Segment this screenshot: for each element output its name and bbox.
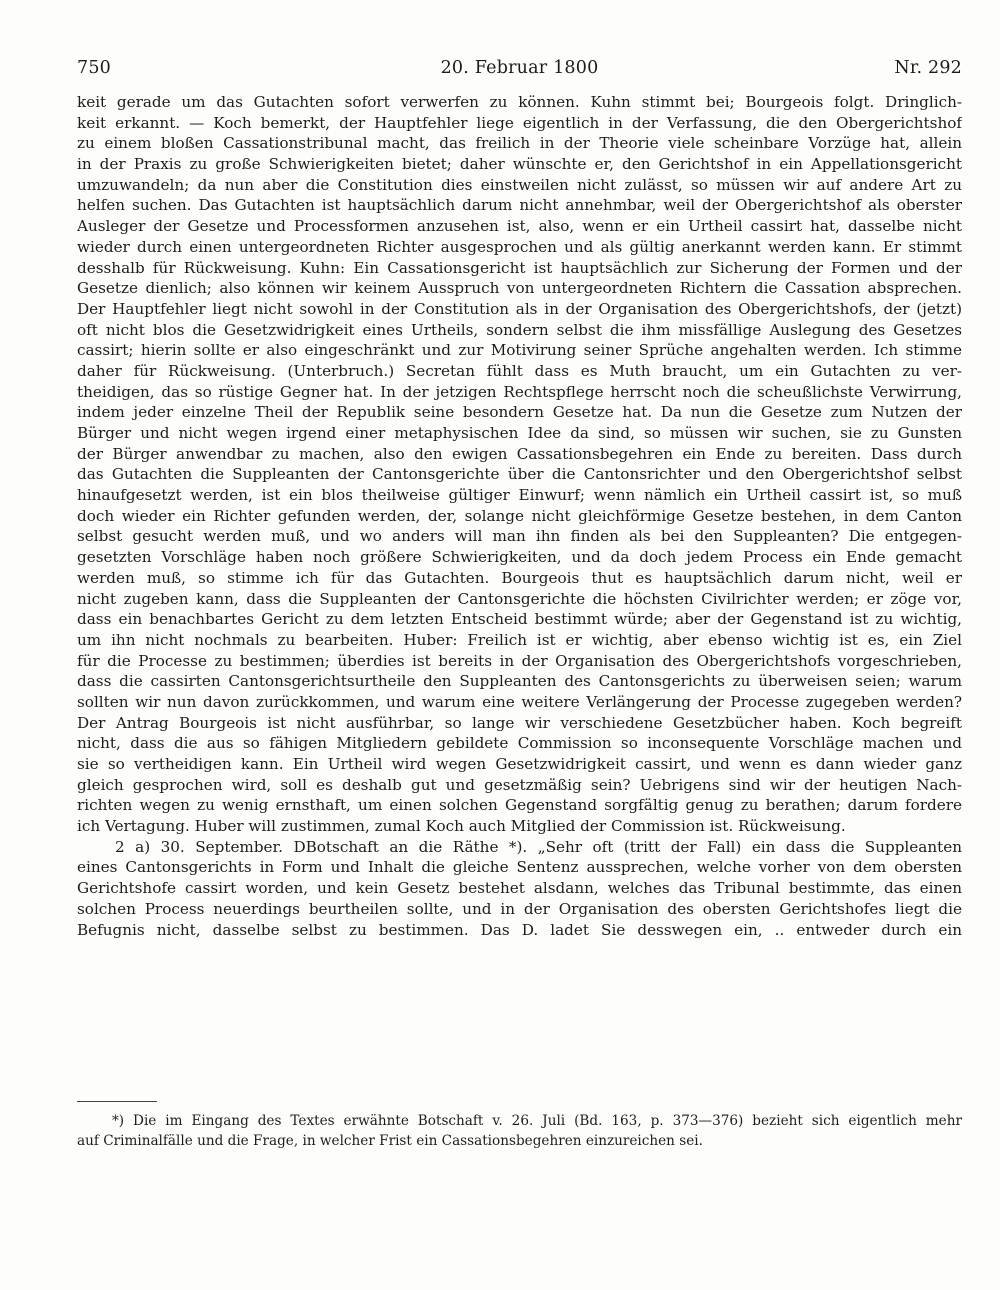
page-header	[77, 58, 962, 82]
text-line: oft nicht blos die Gesetzwidrigkeit eines Urtheils, sondern selbst die ihm missfällige Auslegung des Gesetzes	[77, 320, 962, 339]
footnote-line: auf Criminalfälle und die Frage, in welcher Frist ein Cassationsbegehren einzureichen sei.	[77, 1133, 703, 1149]
text-line: Gerichtshofe cassirt worden, und kein Gesetz bestehet alsdann, welches das Tribunal bestimmte, das einen	[77, 879, 962, 898]
text-line: umzuwandeln; da nun aber die Constitution dies einstweilen nicht zulässt, so müssen wir auf andere Art zu	[77, 175, 962, 194]
page-number: 750	[77, 58, 112, 78]
text-line: keit erkannt. — Koch bemerkt, der Hauptfehler liege eigentlich in der Verfassung, die den Obergerichtshof	[77, 113, 962, 132]
text-line: nicht, dass die aus so fähigen Mitgliedern gebildete Commission so inconsequente Vorschläge machen und	[77, 734, 962, 753]
text-line: ich Vertagung. Huber will zustimmen, zumal Koch auch Mitglied der Commission ist. Rückweisung.	[77, 817, 846, 836]
text-line: indem jeder einzelne Theil der Republik seine besondern Gesetze hat. Da nun die Gesetze zum Nutzen der	[77, 403, 962, 422]
text-line: Der Antrag Bourgeois ist nicht ausführbar, so lange wir verschiedene Gesetzbücher haben. Koch begreift	[77, 713, 962, 732]
text-line: wieder durch einen untergeordneten Richter ausgesprochen und als gültig anerkannt werden kann. Er stimmt	[77, 237, 962, 256]
text-line: doch wieder ein Richter gefunden werden, der, solange nicht gleichförmige Gesetze bestehen, in dem Canton	[77, 506, 962, 525]
text-line: um ihn nicht nochmals zu bearbeiten. Huber: Freilich ist er wichtig, aber ebenso wichtig ist es, ein Ziel	[77, 630, 962, 649]
text-line: helfen suchen. Das Gutachten ist hauptsächlich darum nicht annehmbar, weil der Obergerichtshof als oberster	[77, 196, 962, 215]
text-line: dass ein benachbartes Gericht zu dem letzten Entscheid bestimmt würde; aber der Gegenstand ist zu wichtig,	[77, 610, 962, 629]
footnotes	[77, 1111, 962, 1151]
text-line: Befugnis nicht, dasselbe selbst zu bestimmen. Das D. ladet Sie desswegen ein, .. entweder durch ein	[77, 920, 962, 939]
text-line: zu einem bloßen Cassationstribunal macht, das freilich in der Theorie viele scheinbare Vorzüge hat, allein	[77, 134, 962, 153]
text-line: der Bürger anwendbar zu machen, also den ewigen Cassationsbegehren ein Ende zu bereiten. Dass durch	[77, 444, 962, 463]
text-line: das Gutachten die Suppleanten der Cantonsgerichte über die Cantonsrichter und den Obergerichtshof selbst	[77, 465, 962, 484]
text-line: Bürger und nicht wegen irgend einer metaphysischen Idee da sind, so müssen wir suchen, sie zu Gunsten	[77, 424, 962, 442]
text-line: sie so vertheidigen kann. Ein Urtheil wird wegen Gesetzwidrigkeit cassirt, und wenn es dann wieder ganz	[77, 755, 962, 773]
text-line: werden muß, so stimme ich für das Gutachten. Bourgeois thut es hauptsächlich darum nicht, weil er	[77, 568, 962, 587]
text-line: keit gerade um das Gutachten sofort verwerfen zu können. Kuhn stimmt bei; Bourgeois folgt. Dringlich-	[77, 93, 962, 111]
text-line: sollten wir nun davon zurückkommen, und warum eine weitere Verlängerung der Processe zugegeben werden?	[77, 692, 962, 711]
text-line: hinaufgesetzt werden, ist ein blos theilweise gültiger Einwurf; wenn nämlich ein Urtheil cassirt ist, so muß	[77, 486, 962, 505]
text-line: solchen Process neuerdings beurtheilen sollte, und in der Organisation des obersten Gerichtshofes liegt die	[77, 899, 962, 918]
text-line: desshalb für Rückweisung. Kuhn: Ein Cassationsgericht ist hauptsächlich zur Sicherung der Formen und der	[77, 258, 962, 277]
text-line: 2 a) 30. September. DBotschaft an die Räthe *). „Sehr oft (tritt der Fall) ein dass die Suppleanten	[115, 837, 962, 856]
text-line: nicht zugeben kann, dass die Suppleanten der Cantonsgerichte die höchsten Civilrichter werden; er zöge vor,	[77, 589, 962, 608]
text-line: Der Hauptfehler liegt nicht sowohl in der Constitution als in der Organisation des Obergerichtshofs, der (jetzt)	[77, 299, 962, 318]
text-line: selbst gesucht werden muß, und wo anders will man ihn finden als bei den Suppleanten? Die entgegen-	[77, 527, 962, 546]
text-line: gleich gesprochen wird, soll es deshalb gut und gesetzmäßig sein? Uebrigens sind wir der heutigen Nach-	[77, 775, 962, 794]
text-line: Ausleger der Gesetze und Processformen anzusehen ist, also, wenn er ein Urtheil cassirt hat, dasselbe nicht	[77, 217, 962, 236]
body-text	[77, 92, 962, 940]
text-line: dass die cassirten Cantonsgerichtsurtheile den Suppleanten des Cantonsgerichts zu überweisen seien; warum	[77, 672, 962, 691]
text-line: eines Cantonsgerichts in Form und Inhalt die gleiche Sentenz aussprechen, welche vorher von dem obersten	[77, 858, 962, 877]
text-line: für die Processe zu bestimmen; überdies ist bereits in der Organisation des Obergerichtshofs vorgeschrieben,	[77, 651, 962, 670]
text-line: gesetzten Vorschläge haben noch größere Schwierigkeiten, und da doch jedem Process ein Ende gemacht	[77, 548, 962, 567]
text-line: richten wegen zu wenig ernsthaft, um einen solchen Gegenstand sorgfältig genug zu berathen; darum fordere	[77, 796, 962, 815]
text-line: in der Praxis zu große Schwierigkeiten bietet; daher wünschte er, den Gerichtshof in ein Appellationsgericht	[77, 155, 962, 174]
page-date: 20. Februar 1800	[440, 58, 599, 78]
text-line: Gesetze dienlich; also können wir keinem Ausspruch von untergeordneten Richtern die Cassation absprechen.	[77, 279, 962, 298]
text-line: theidigen, das so rüstige Gegner hat. In der jetzigen Rechtspflege herrscht noch die scheußlichste Verwirrung,	[77, 382, 962, 401]
document-number: Nr. 292	[894, 58, 962, 78]
text-line: daher für Rückweisung. (Unterbruch.) Secretan fühlt dass es Muth braucht, um ein Gutachten zu ver-	[77, 361, 962, 380]
text-line: cassirt; hierin sollte er also eingeschränkt und zur Motivirung seiner Sprüche angehalten werden. Ich stimme	[77, 341, 962, 360]
footnote-divider	[77, 1101, 157, 1102]
footnote-line: *) Die im Eingang des Textes erwähnte Botschaft v. 26. Juli (Bd. 163, p. 373—376) bezieht sich eigentlich mehr	[112, 1113, 962, 1129]
